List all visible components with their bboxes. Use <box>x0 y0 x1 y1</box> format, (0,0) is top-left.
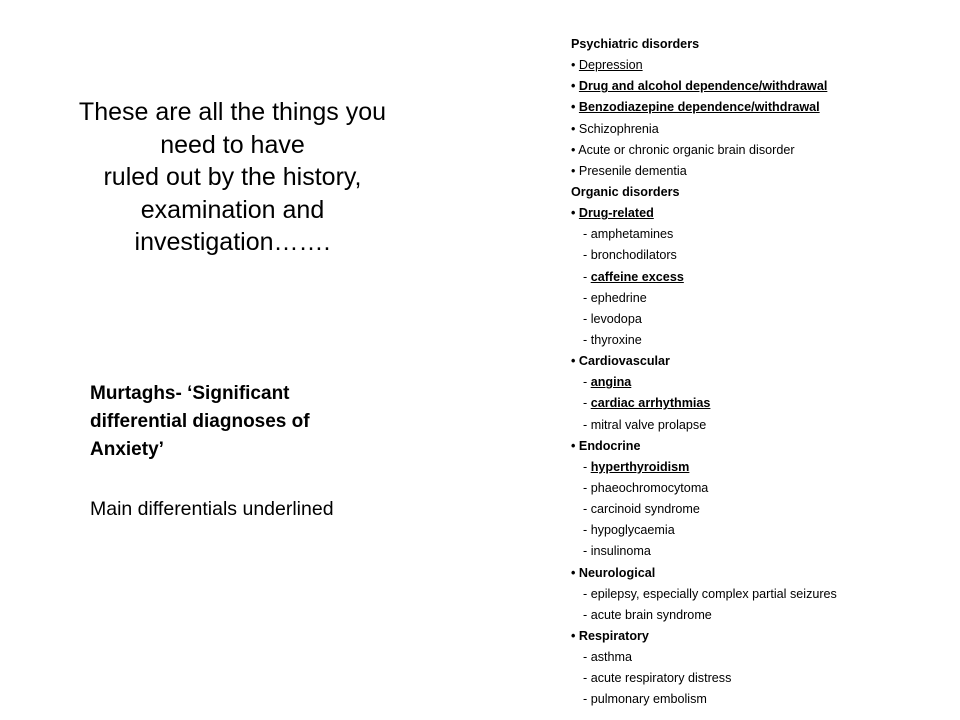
underline-note: Main differentials underlined <box>90 498 334 520</box>
sub-list-item <box>571 689 956 710</box>
sub-list-item <box>571 647 956 668</box>
dash-icon: - <box>583 269 591 284</box>
sub-list-item-text: acute brain syndrome <box>590 607 712 622</box>
dash-icon: - <box>583 459 591 474</box>
bullet-icon: • <box>571 565 579 580</box>
list-item <box>571 55 956 76</box>
bullet-icon: • <box>571 121 579 136</box>
dash-icon: - <box>583 396 591 411</box>
dash-icon: - <box>583 248 591 263</box>
list-heading <box>571 34 956 55</box>
dash-icon: - <box>583 480 591 495</box>
sub-list-item <box>571 415 956 436</box>
dash-icon: - <box>583 523 591 538</box>
list-heading <box>571 182 956 203</box>
list-item <box>571 161 956 182</box>
list-item-text: Respiratory <box>578 628 649 643</box>
bullet-icon: • <box>571 58 579 73</box>
list-item-text: Schizophrenia <box>578 121 659 136</box>
dash-icon: - <box>583 650 591 665</box>
sub-list-item-text: thyroxine <box>590 332 642 347</box>
list-item-text: Drug and alcohol dependence/withdrawal <box>578 79 828 94</box>
sub-list-item <box>571 584 956 605</box>
sub-list-item-text: carcinoid syndrome <box>590 502 700 517</box>
sub-list-item-text: hypoglycaemia <box>590 523 675 538</box>
sub-list-item <box>571 478 956 499</box>
bullet-icon: • <box>571 628 579 643</box>
sub-list-item-text: caffeine excess <box>590 269 684 284</box>
sub-list-item-text: epilepsy, especially complex partial seizures <box>590 586 837 601</box>
list-item <box>571 76 956 97</box>
sub-list-item <box>571 224 956 245</box>
headline-line: These are all the things you <box>78 98 387 126</box>
list-item-text: Acute or chronic organic brain disorder <box>578 142 795 157</box>
headline <box>40 96 425 259</box>
sub-list-item <box>571 393 956 414</box>
sub-list-item-text: bronchodilators <box>590 248 677 263</box>
sub-list-item-text: amphetamines <box>590 227 674 242</box>
dash-icon: - <box>583 692 591 707</box>
list-item-text: Endocrine <box>578 438 641 453</box>
sub-list-item <box>571 499 956 520</box>
sub-list-item <box>571 330 956 351</box>
dash-icon: - <box>583 311 591 326</box>
bullet-icon: • <box>571 79 579 94</box>
dash-icon: - <box>583 290 591 305</box>
list-item <box>571 563 956 584</box>
sub-list-item-text: cardiac arrhythmias <box>590 396 711 411</box>
sub-list-item-text: phaeochromocytoma <box>590 480 709 495</box>
list-item <box>571 351 956 372</box>
sub-list-item-text: asthma <box>590 650 633 665</box>
source-citation <box>90 380 410 464</box>
sub-list-item-text: acute respiratory distress <box>590 671 732 686</box>
headline-line: ruled out by the history, <box>103 163 362 191</box>
sub-list-item <box>571 267 956 288</box>
list-item-text: Neurological <box>578 565 656 580</box>
list-heading-text: Organic disorders <box>571 184 680 199</box>
bullet-icon: • <box>571 354 579 369</box>
headline-line: need to have <box>160 130 305 159</box>
bullet-icon: • <box>571 206 579 221</box>
bullet-icon: • <box>571 100 579 115</box>
dash-icon: - <box>583 586 591 601</box>
sub-list-item <box>571 245 956 266</box>
sub-list-item <box>571 605 956 626</box>
dash-icon: - <box>583 227 591 242</box>
sub-list-item-text: levodopa <box>590 311 642 326</box>
dash-icon: - <box>583 502 591 517</box>
differential-list <box>571 34 956 711</box>
dash-icon: - <box>583 544 591 559</box>
sub-list-item-text: angina <box>590 375 632 390</box>
list-item-text: Drug-related <box>578 206 654 221</box>
list-item-text: Presenile dementia <box>578 163 687 178</box>
sub-list-item <box>571 288 956 309</box>
bullet-icon: • <box>571 438 579 453</box>
headline-line: examination and <box>140 195 325 224</box>
sub-list-item <box>571 541 956 562</box>
sub-list-item <box>571 457 956 478</box>
list-item <box>571 626 956 647</box>
list-item-text: Benzodiazepine dependence/withdrawal <box>578 100 820 115</box>
source-line: Murtaghs- ‘Significant <box>90 383 290 404</box>
dash-icon: - <box>583 375 591 390</box>
sub-list-item <box>571 520 956 541</box>
sub-list-item-text: ephedrine <box>590 290 647 305</box>
dash-icon: - <box>583 671 591 686</box>
sub-list-item-text: hyperthyroidism <box>590 459 690 474</box>
list-item-text: Depression <box>578 58 643 73</box>
dash-icon: - <box>583 332 591 347</box>
sub-list-item <box>571 372 956 393</box>
list-item <box>571 203 956 224</box>
list-item <box>571 436 956 457</box>
list-item <box>571 140 956 161</box>
source-line: Anxiety’ <box>90 439 164 460</box>
list-heading-text: Psychiatric disorders <box>571 37 700 51</box>
bullet-icon: • <box>571 163 579 178</box>
sub-list-item <box>571 309 956 330</box>
source-line: differential diagnoses of <box>90 411 310 432</box>
sub-list-item-text: insulinoma <box>590 544 651 559</box>
sub-list-item-text: mitral valve prolapse <box>590 417 707 432</box>
headline-line: investigation……. <box>134 228 331 256</box>
list-item <box>571 97 956 118</box>
list-item <box>571 119 956 140</box>
dash-icon: - <box>583 607 591 622</box>
sub-list-item-text: pulmonary embolism <box>590 692 707 707</box>
sub-list-item <box>571 668 956 689</box>
dash-icon: - <box>583 417 591 432</box>
list-item-text: Cardiovascular <box>578 354 670 369</box>
bullet-icon: • <box>571 142 579 157</box>
